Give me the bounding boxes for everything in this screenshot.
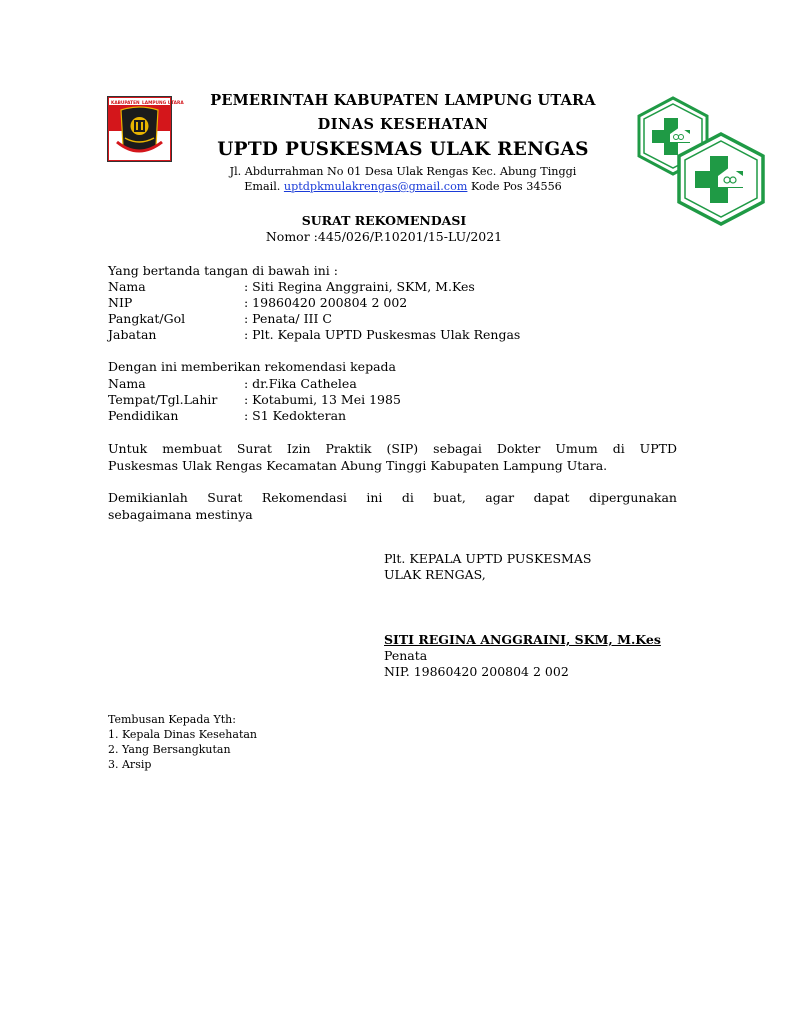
para1-line2: Puskesmas Ulak Rengas Kecamatan Abung Tinggi Kabupaten Lampung Utara. <box>108 458 608 473</box>
cc-title: Tembusan Kepada Yth: <box>108 713 236 726</box>
letter-title: SURAT REKOMENDASI <box>301 213 467 228</box>
field-value: : 19860420 200804 2 002 <box>244 295 408 310</box>
header-address: Jl. Abdurrahman No 01 Desa Ulak Rengas Kec. Abung Tinggi <box>229 165 577 178</box>
field-label: Pendidikan <box>108 408 179 423</box>
email-prefix: Email. <box>244 180 284 193</box>
signature-name: SITI REGINA ANGGRAINI, SKM, M.Kes <box>384 632 661 647</box>
field-value: : S1 Kedokteran <box>244 408 347 423</box>
signature-nip: NIP. 19860420 200804 2 002 <box>384 664 569 679</box>
field-label: Tempat/Tgl.Lahir <box>108 392 218 407</box>
email-link[interactable]: uptdpkmulakrengas@gmail.com <box>283 180 468 193</box>
para1-line1: Untuk membuat Surat Izin Praktik (SIP) sebagai Dokter Umum di UPTD <box>108 441 677 456</box>
signer-field-row <box>108 295 407 310</box>
postal-code: Kode Pos 34556 <box>467 180 562 193</box>
field-value: : Siti Regina Anggraini, SKM, M.Kes <box>244 279 475 294</box>
header-government: PEMERINTAH KABUPATEN LAMPUNG UTARA <box>210 92 596 109</box>
header-department: DINAS KESEHATAN <box>317 116 489 133</box>
signer-field-row <box>108 327 520 342</box>
recipient-field-row <box>108 392 401 407</box>
para2-line1: Demikianlah Surat Rekomendasi ini di buat, agar dapat dipergunakan <box>108 490 677 505</box>
field-label: NIP <box>108 295 133 310</box>
letter-number: Nomor :445/026/P.10201/15-LU/2021 <box>265 229 503 244</box>
field-value: : Plt. Kepala UPTD Puskesmas Ulak Rengas <box>244 327 521 342</box>
recipient-field-row <box>108 376 357 391</box>
body-paragraph-2 <box>108 489 677 523</box>
field-value: : dr.Fika Cathelea <box>244 376 357 391</box>
field-label: Jabatan <box>108 327 157 342</box>
cc-item: 1. Kepala Dinas Kesehatan <box>108 728 258 741</box>
field-label: Nama <box>108 376 146 391</box>
signature-position-2: ULAK RENGAS, <box>384 567 486 582</box>
cc-item: 2. Yang Bersangkutan <box>108 743 231 756</box>
signer-intro: Yang bertanda tangan di bawah ini : <box>108 263 338 278</box>
signature-position-1: Plt. KEPALA UPTD PUSKESMAS <box>384 551 592 566</box>
para2-line2: sebagaimana mestinya <box>108 507 253 522</box>
field-value: : Kotabumi, 13 Mei 1985 <box>244 392 401 407</box>
header-contact <box>0 180 806 193</box>
recipient-intro: Dengan ini memberikan rekomendasi kepada <box>108 359 396 374</box>
body-paragraph-1 <box>108 440 677 474</box>
recipient-field-row <box>108 408 346 423</box>
header-institution: UPTD PUSKESMAS ULAK RENGAS <box>217 139 589 160</box>
field-label: Nama <box>108 279 146 294</box>
field-label: Pangkat/Gol <box>108 311 186 326</box>
signature-rank: Penata <box>384 648 428 663</box>
cc-item: 3. Arsip <box>108 758 152 771</box>
signer-field-row <box>108 311 332 326</box>
field-value: : Penata/ III C <box>244 311 332 326</box>
svg-text:KABUPATEN: KABUPATEN <box>111 101 140 106</box>
signer-field-row <box>108 279 475 294</box>
svg-text:LAMPUNG UTARA: LAMPUNG UTARA <box>142 101 184 106</box>
